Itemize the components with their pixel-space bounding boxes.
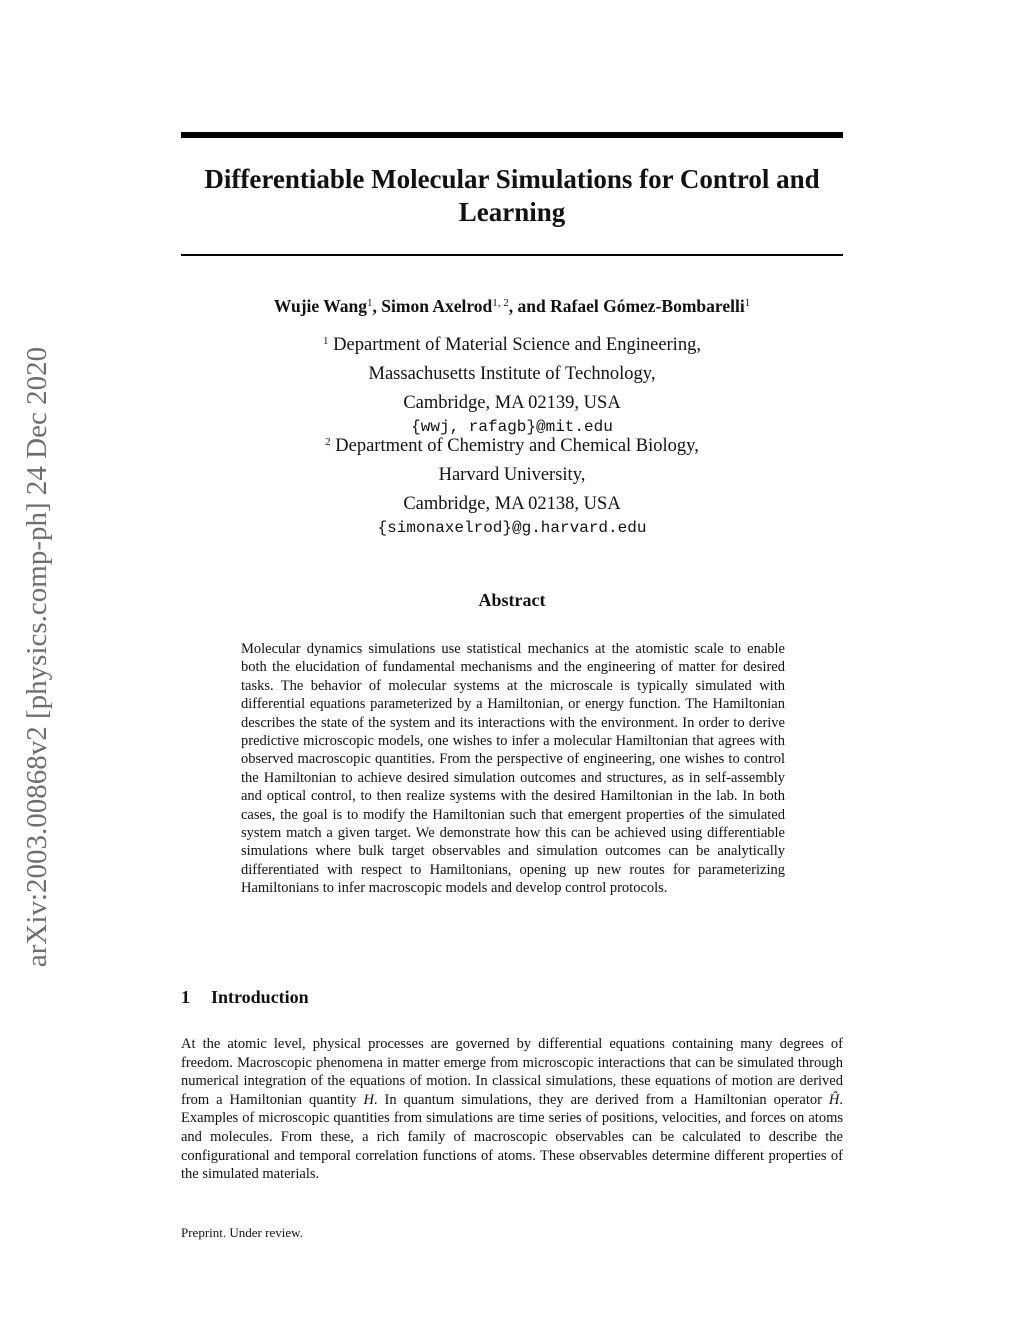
affiliation-location: Cambridge, MA 02139, USA [403, 393, 621, 413]
affiliation-marker: 1 [323, 335, 329, 347]
author-affiliation-marker: 1 [744, 297, 751, 309]
author-list: Wujie Wang$^1$, Simon Axelrod$^{1, 2}$, and Rafael Gómez-Bombarelli$^1$ [273, 296, 751, 316]
title-bottom-rule [181, 254, 843, 256]
section-number: 1 [181, 987, 190, 1007]
affiliation-marker: 2 [325, 436, 331, 448]
math-symbol-h-hat: Ĥ [828, 1091, 840, 1108]
affiliation-department: $^2$ Department of Chemistry and Chemical Biology, [325, 436, 699, 456]
author-affiliation-marker: 1, 2 [492, 297, 509, 309]
paper-title: Differentiable Molecular Simulations for Control and Learning [204, 164, 820, 227]
abstract-text: Molecular dynamics simulations use statistical mechanics at the atomistic scale to enable both the elucidation of fundamental mechanisms and the engineering of matter for desired tasks. The behavior of molecular systems at the microscale is typically simulated with differential equations parameterized by a Hamiltonian, or energy function. The Hamiltonian describes the state of the system and its interactions with the environment. In order to derive predictive microscopic models, one wishes to infer a molecular Hamiltonian that agrees with observed macroscopic quantities. From the perspective of engineering, one wishes to control the Hamiltonian to achieve desired simulation outcomes and structures, as in self-assembly and optical control, to then realize systems with the desired Hamiltonian in the lab. In both cases, the goal is to modify the Hamiltonian such that emergent properties of the simulated system match a given target. We demonstrate how this can be achieved using differentiable simulations where bulk target observables and simulation outcomes can be analytically differentiated with respect to Hamiltonians, opening up new routes for parameterizing Hamiltonians to infer macroscopic models and develop control protocols. [241, 641, 785, 897]
affiliation-email: {simonaxelrod}@g.harvard.edu [377, 519, 647, 537]
affiliation-block [181, 432, 843, 538]
author-name: Simon Axelrod [381, 296, 493, 316]
abstract-heading: Abstract [478, 590, 546, 610]
author-affiliation-marker: 1 [367, 297, 373, 309]
affiliation-institution: Massachusetts Institute of Technology, [368, 364, 656, 384]
footer-note: Preprint. Under review. [181, 1225, 303, 1240]
section-heading-introduction [181, 985, 843, 1009]
affiliation-institution: Harvard University, [438, 465, 586, 485]
affiliation-block [181, 331, 843, 437]
author-name: Wujie Wang [273, 296, 368, 316]
title-top-rule [181, 132, 843, 138]
section-title: Introduction [211, 987, 309, 1007]
author-name: Rafael Gómez-Bombarelli [550, 296, 745, 316]
arxiv-identifier: arXiv:2003.00868v2 [physics.comp-ph] 24 Dec 2020 [21, 346, 53, 968]
affiliation-department: $^1$ Department of Material Science and Engineering, [323, 335, 701, 355]
affiliation-email: {wwj, rafagb}@mit.edu [411, 418, 613, 436]
introduction-paragraph: At the atomic level, physical processes are governed by differential equations containing many degrees of freedom. Macroscopic phenomena in matter emerge from microscopic interactions that can be simulated through numerical integration of the equations of motion. In classical simulations, these equations of motion are derived from a Hamiltonian quantity H. In quantum simulations, they are derived from a Hamiltonian operator Ĥ. Examples of microscopic quantities from simulations are time series of positions, velocities, and forces on atoms and molecules. From these, a rich family of macroscopic observables can be calculated to describe the configurational and temporal correlation functions of atoms. These observables determine different properties of the simulated materials. [181, 1036, 843, 1183]
math-symbol-h: H [363, 1091, 374, 1108]
affiliation-location: Cambridge, MA 02138, USA [403, 494, 621, 514]
